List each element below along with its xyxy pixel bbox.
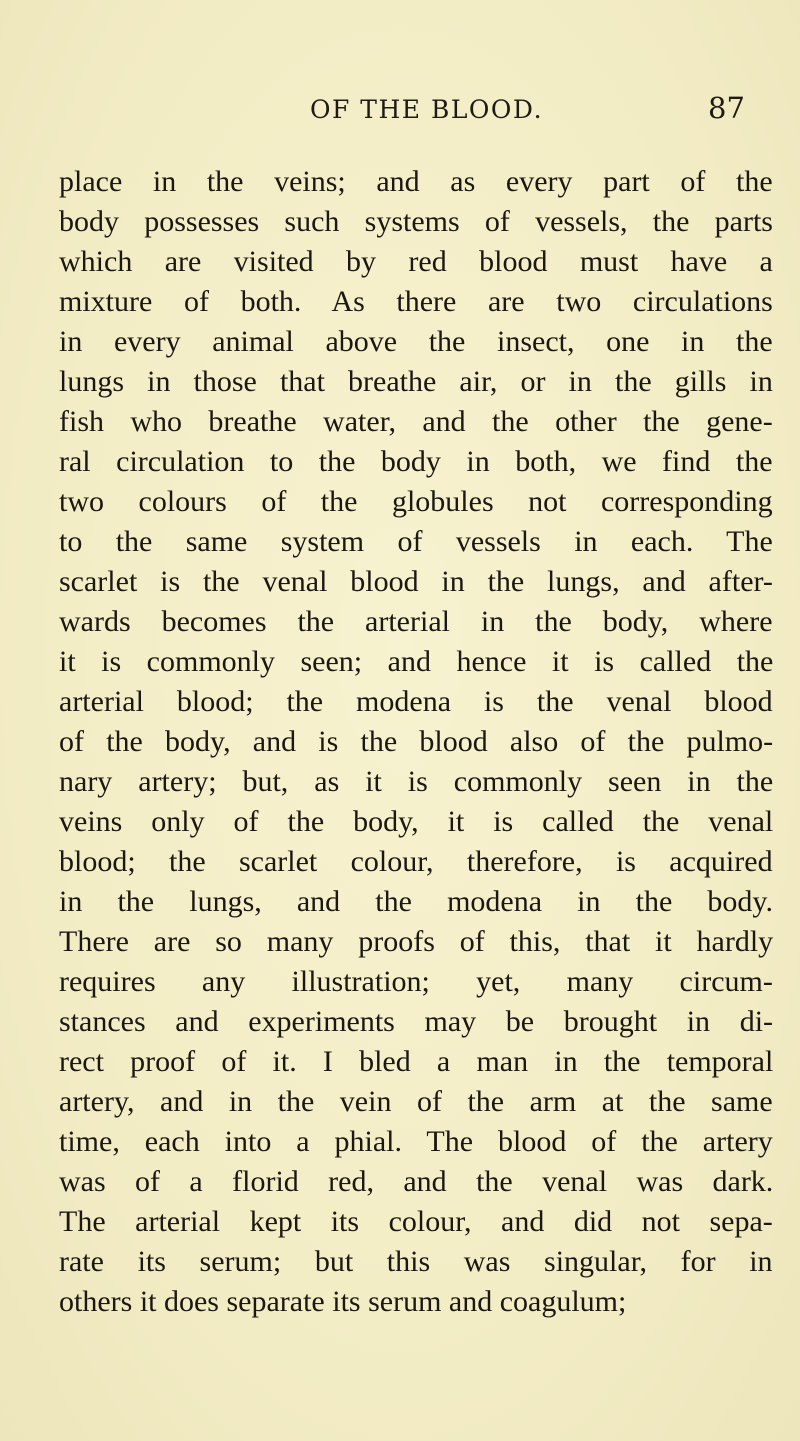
text-line: stances and experiments may be brought in di- <box>59 1005 774 1038</box>
text-line: rate its serum; but this was singular, for in <box>59 1245 773 1278</box>
text-line: The arterial kept its colour, and did not sepa- <box>59 1205 773 1238</box>
text-line: arterial blood; the modena is the venal blood <box>59 685 773 718</box>
text-line: in every animal above the insect, one in the <box>59 325 773 358</box>
text-line: rect proof of it. I bled a man in the temporal <box>59 1045 774 1078</box>
running-head-title: OF THE BLOOD. <box>310 95 544 124</box>
text-line: fish who breathe water, and the other the gene- <box>59 405 773 438</box>
text-line: artery, and in the vein of the arm at the same <box>59 1085 773 1118</box>
text-line: ral circulation to the body in both, we find the <box>59 445 773 478</box>
text-line: others it does separate its serum and coagulum; <box>59 1285 627 1318</box>
page-number: 87 <box>708 91 745 125</box>
text-line: lungs in those that breathe air, or in the gills in <box>59 365 773 398</box>
running-head <box>0 93 800 133</box>
text-line: wards becomes the arterial in the body, where <box>59 605 773 638</box>
text-line: mixture of both. As there are two circulations <box>59 285 773 318</box>
text-line: two colours of the globules not corresponding <box>59 485 773 518</box>
text-line: was of a florid red, and the venal was dark. <box>59 1165 774 1198</box>
text-line: in the lungs, and the modena in the body. <box>59 885 773 918</box>
text-line: which are visited by red blood must have a <box>59 245 773 278</box>
text-line: of the body, and is the blood also of the pulmo- <box>59 725 774 758</box>
text-line: body possesses such systems of vessels, the parts <box>59 205 773 238</box>
text-line: to the same system of vessels in each. The <box>59 525 773 558</box>
text-line: There are so many proofs of this, that it hardly <box>59 925 774 958</box>
text-line: veins only of the body, it is called the venal <box>59 805 774 838</box>
text-line: scarlet is the venal blood in the lungs, and after- <box>59 565 773 598</box>
text-line: time, each into a phial. The blood of the artery <box>59 1125 773 1158</box>
text-line: place in the veins; and as every part of the <box>59 165 773 198</box>
text-line: nary artery; but, as it is commonly seen in the <box>59 765 774 798</box>
text-line: requires any illustration; yet, many circum- <box>59 965 773 998</box>
text-line: it is commonly seen; and hence it is called the <box>59 645 774 678</box>
text-line: blood; the scarlet colour, therefore, is acquired <box>59 845 773 878</box>
